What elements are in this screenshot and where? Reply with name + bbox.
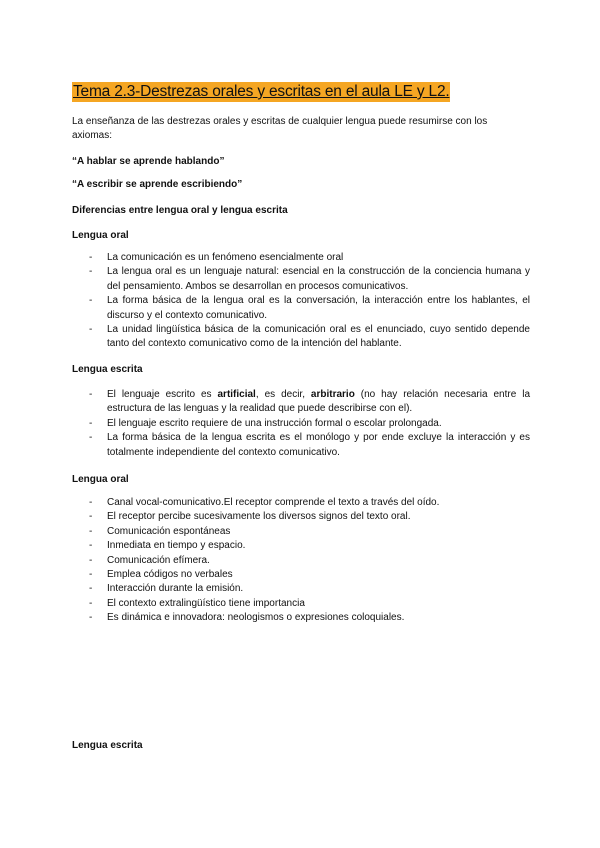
list-item: - Comunicación espontáneas — [72, 525, 530, 539]
intro-paragraph: La enseñanza de las destrezas orales y escritas de cualquier lengua puede resumirse con los axiomas: — [72, 116, 488, 141]
list-item: - El receptor percibe sucesivamente los diversos signos del texto oral. — [72, 510, 530, 524]
bold-term-arbitrario: arbitrario — [310, 389, 355, 400]
section-heading-lengua-escrita-2: Lengua escrita — [72, 740, 143, 751]
list-item: - El lenguaje escrito requiere de una instrucción formal o escolar prolongada. — [72, 417, 530, 431]
list-item: - Es dinámica e innovadora: neologismos o expresiones coloquiales. — [72, 611, 530, 625]
list-item: - La lengua oral es un lenguaje natural: esencial en la construcción de la conciencia humana y del pensamiento. Ambos se desarrollan en procesos comunicativos. — [72, 265, 530, 294]
section-heading-lengua-escrita: Lengua escrita — [72, 364, 143, 375]
axiom-writing: “A escribir se aprende escribiendo” — [72, 179, 243, 190]
list-item: - Emplea códigos no verbales — [72, 568, 530, 582]
list-item: - Interacción durante la emisión. — [72, 582, 530, 596]
text-run: (no hay relación necesaria entre la estructura de las lenguas y la realidad que puede describirse con el). — [107, 389, 531, 415]
text-run: , es decir, — [255, 389, 311, 400]
list-item: - Canal vocal-comunicativo.El receptor comprende el texto a través del oído. — [72, 496, 530, 510]
list-item: - Inmediata en tiempo y espacio. — [72, 539, 530, 553]
section-heading-lengua-oral-2: Lengua oral — [72, 474, 129, 485]
text-run: El lenguaje escrito es — [107, 389, 218, 400]
axiom-speaking: “A hablar se aprende hablando” — [72, 156, 225, 167]
lengua-escrita-list — [72, 388, 530, 460]
list-item: - La forma básica de la lengua oral es la conversación, la interacción entre los hablantes, el discurso y el contexto comunicativo. — [72, 294, 530, 323]
list-item: - La unidad lingüística básica de la comunicación oral es el enunciado, cuyo sentido depende tanto del contexto comunicativo como de la intención del hablante. — [72, 323, 530, 352]
list-item: - Comunicación efímera. — [72, 554, 530, 568]
page-title: Tema 2.3-Destrezas orales y escritas en el aula LE y L2. — [73, 83, 450, 100]
list-item: - La forma básica de la lengua escrita es el monólogo y por ende excluye la interacción y es totalmente independiente del contexto comunicativo. — [72, 431, 530, 460]
list-item: - La comunicación es un fenómeno esencialmente oral — [72, 251, 530, 265]
list-item: - El contexto extralingüístico tiene importancia — [72, 597, 530, 611]
list-item — [72, 388, 530, 417]
section-heading-lengua-oral: Lengua oral — [72, 230, 129, 241]
bold-term-artificial: artificial — [217, 389, 256, 400]
lengua-oral-features-list — [72, 496, 530, 626]
lengua-oral-list — [72, 251, 530, 352]
differences-heading: Diferencias entre lengua oral y lengua escrita — [72, 205, 288, 216]
